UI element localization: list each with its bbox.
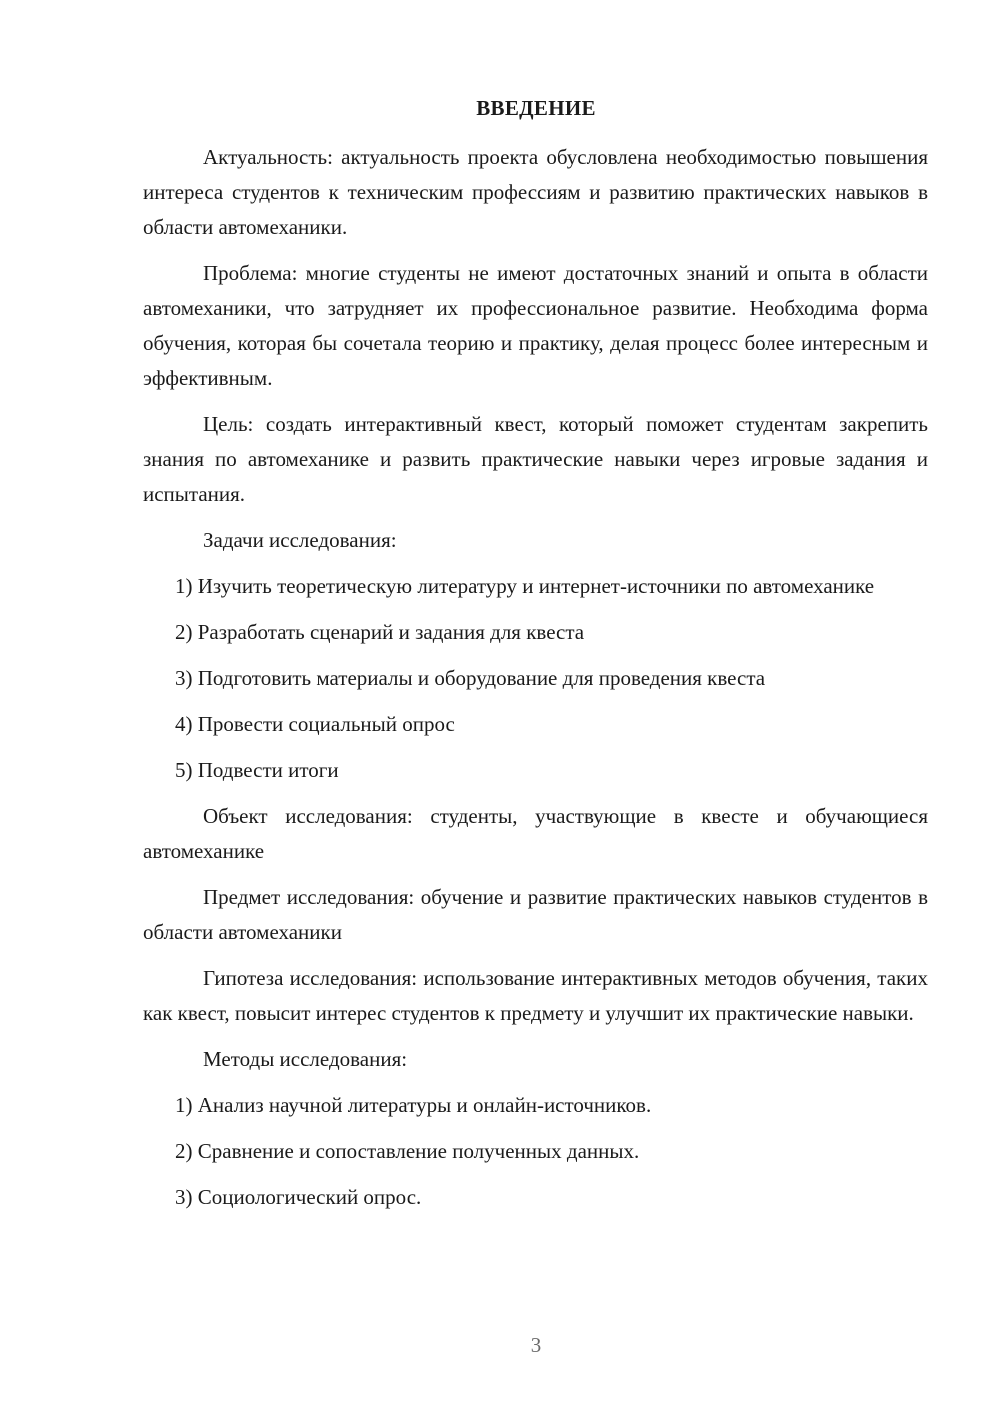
task-item: 5) Подвести итоги: [175, 758, 339, 782]
task-item: 4) Провести социальный опрос: [175, 712, 455, 736]
task-item: 1) Изучить теоретическую литературу и интернет-источники по автомеханике: [175, 574, 875, 598]
goal-paragraph: Цель: создать интерактивный квест, который поможет студентам закрепить знания по автомеханике и развить практические навыки через игровые задания и испытания.: [143, 412, 928, 506]
relevance-paragraph: Актуальность: актуальность проекта обусловлена необходимостью повышения интереса студентов к техническим профессиям и развитию практических навыков в области автомеханики.: [143, 145, 928, 239]
problem-paragraph: Проблема: многие студенты не имеют достаточных знаний и опыта в области автомеханики, что затрудняет их профессиональное развитие. Необходима форма обучения, которая бы сочетала теорию и практику, делая процесс более интересным и эффективным.: [143, 261, 928, 390]
task-item: 2) Разработать сценарий и задания для квеста: [175, 620, 585, 644]
page-number: 3: [530, 1333, 542, 1357]
body-text: [143, 140, 928, 1226]
section-title: ВВЕДЕНИЕ: [476, 96, 596, 120]
subject-paragraph: Предмет исследования: обучение и развитие практических навыков студентов в области автомеханики: [143, 885, 928, 944]
tasks-heading: Задачи исследования:: [203, 528, 397, 552]
methods-heading: Методы исследования:: [203, 1047, 408, 1071]
method-item: 1) Анализ научной литературы и онлайн-источников.: [175, 1093, 652, 1117]
task-item: 3) Подготовить материалы и оборудование для проведения квеста: [175, 666, 766, 690]
method-item: 2) Сравнение и сопоставление полученных данных.: [175, 1139, 640, 1163]
hypothesis-paragraph: Гипотеза исследования: использование интерактивных методов обучения, таких как квест, повысит интерес студентов к предмету и улучшит их практические навыки.: [143, 966, 928, 1025]
object-paragraph: Объект исследования: студенты, участвующие в квесте и обучающиеся автомеханике: [143, 804, 928, 863]
method-item: 3) Социологический опрос.: [175, 1185, 422, 1209]
